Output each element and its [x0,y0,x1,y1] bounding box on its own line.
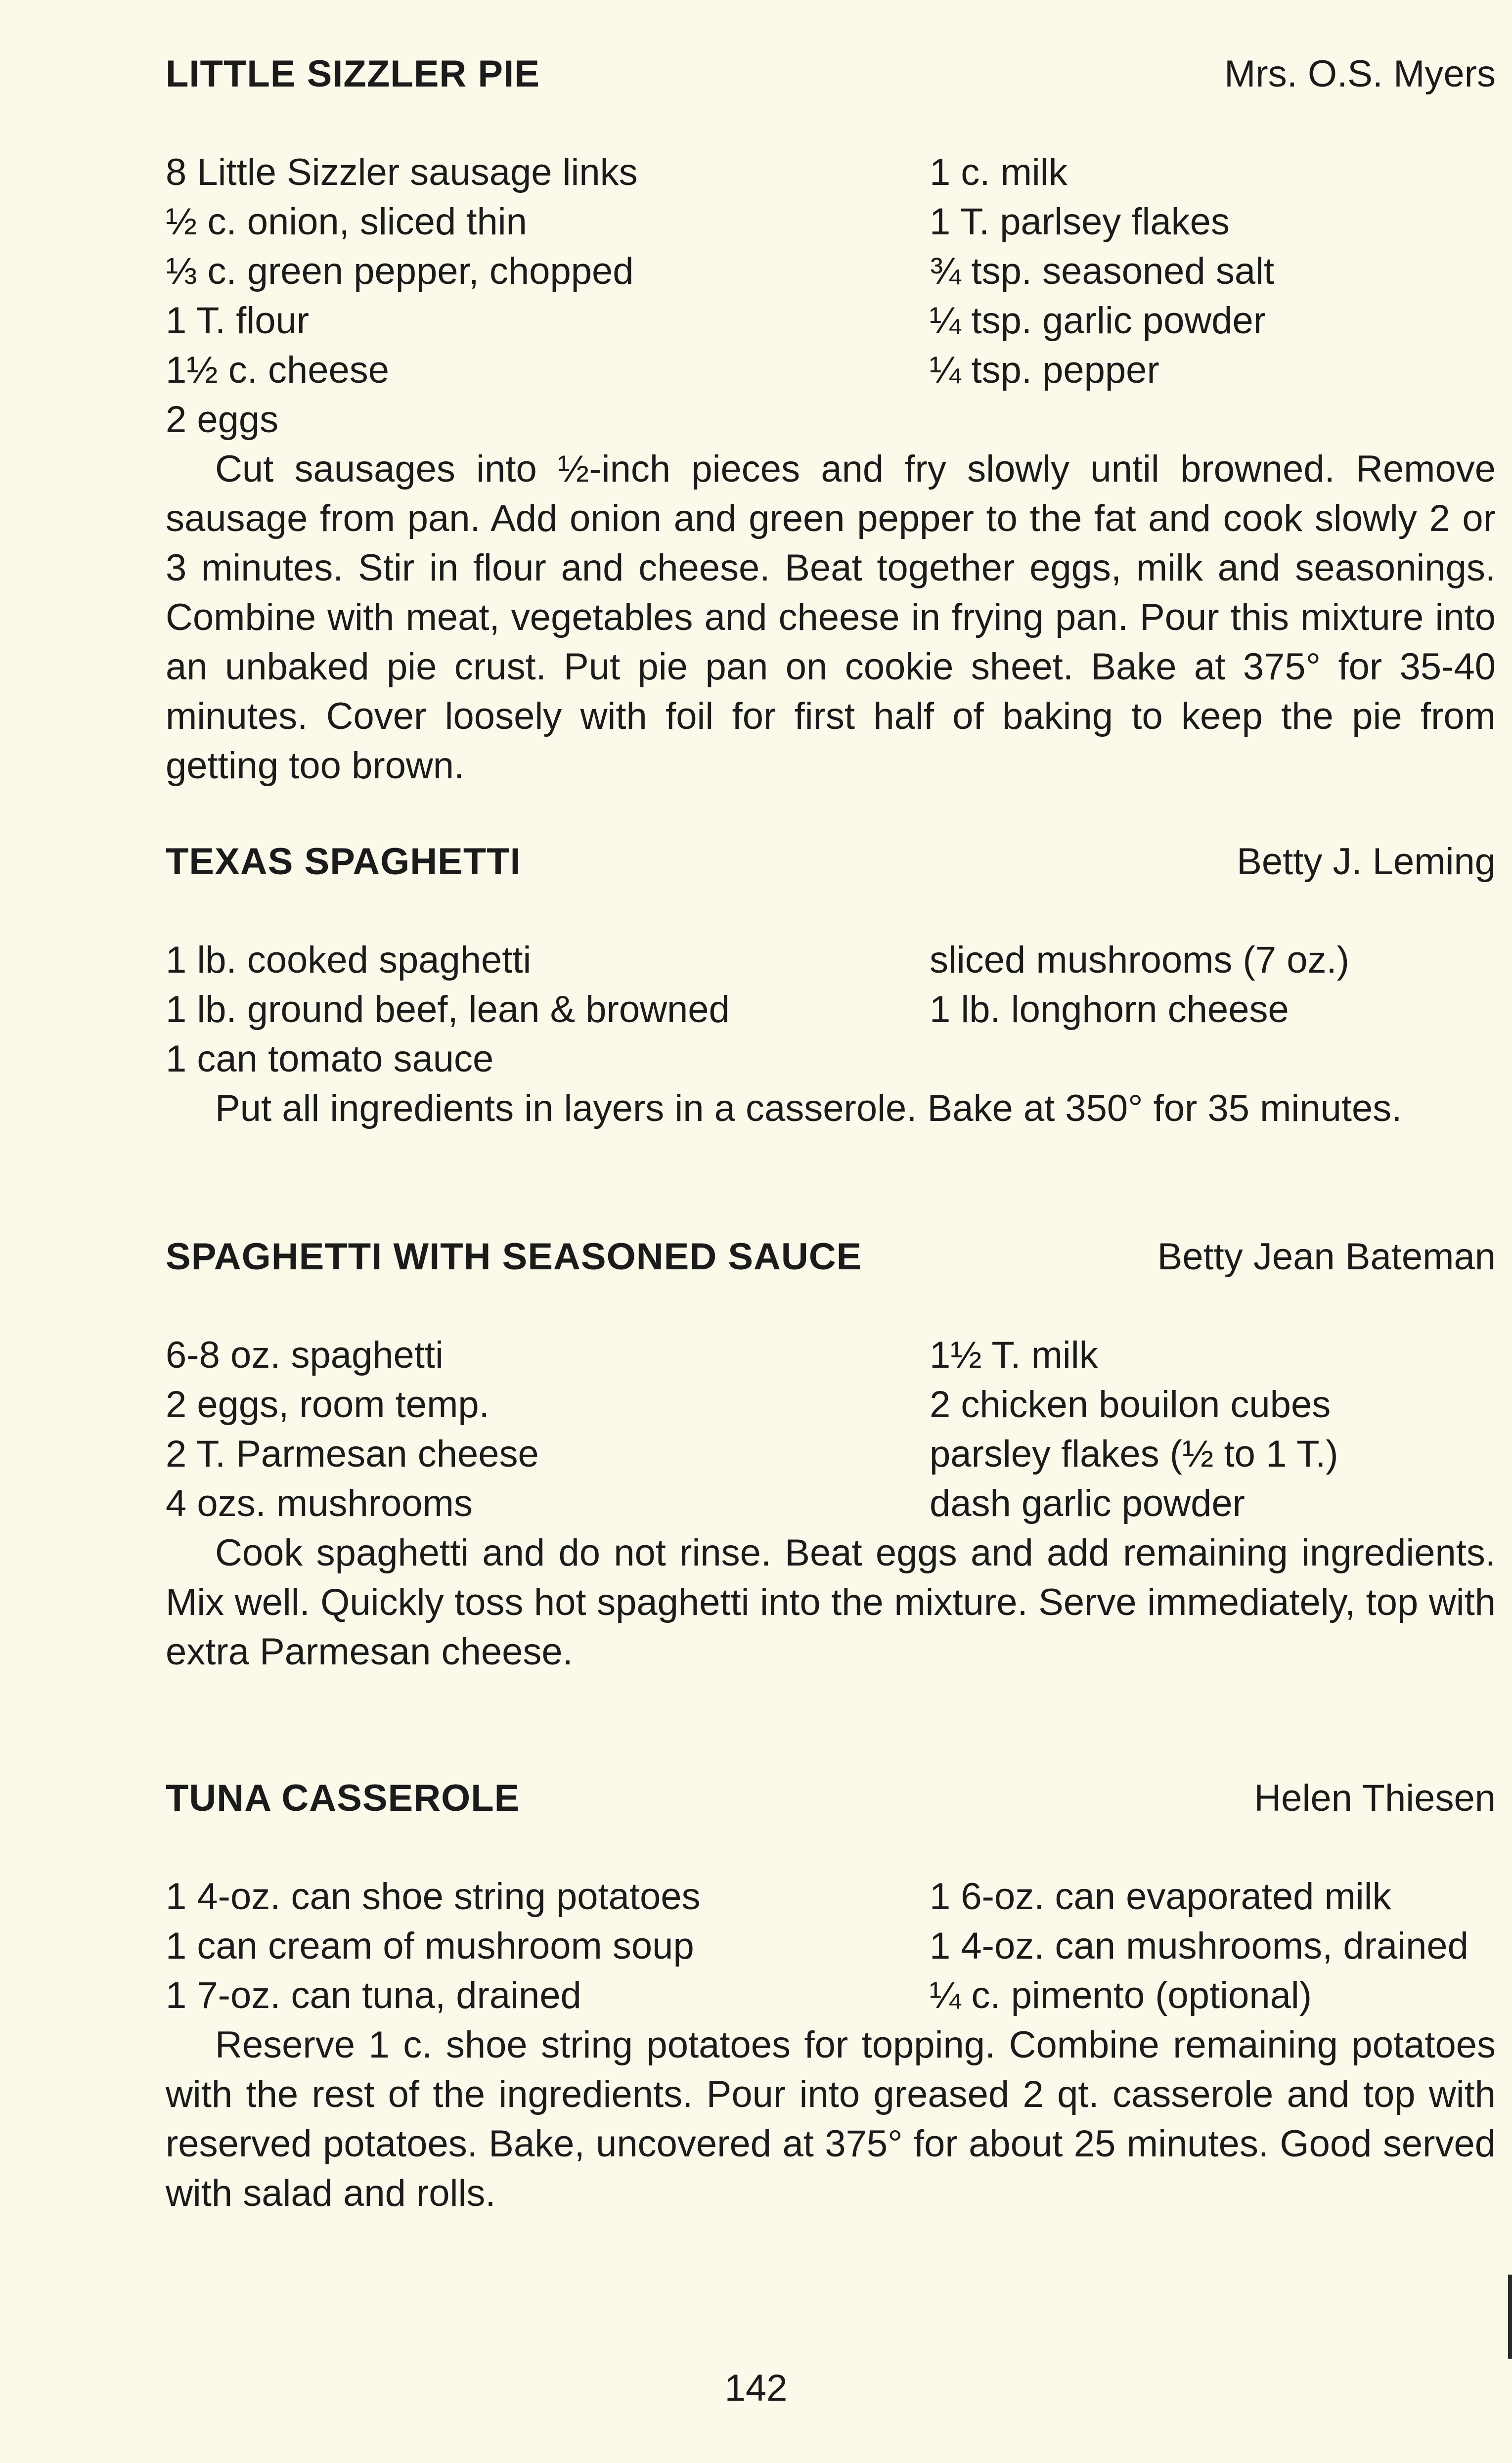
recipe-title: SPAGHETTI WITH SEASONED SAUCE [166,1236,862,1278]
ingredient-right: ¼ tsp. garlic powder [930,300,1266,342]
ingredient-row [166,1479,1496,1528]
recipe-title: TEXAS SPAGHETTI [166,841,521,883]
recipe-author: Mrs. O.S. Myers [1224,53,1496,95]
ingredient-left: 1 can cream of mushroom soup [166,1925,694,1967]
ingredient-right: 1 c. milk [930,151,1067,193]
ingredient-right: 1 6-oz. can evaporated milk [930,1876,1391,1918]
ingredient-left: ⅓ c. green pepper, chopped [166,250,634,292]
ingredient-left: 6-8 oz. spaghetti [166,1334,444,1376]
ingredient-row [166,197,1496,247]
ingredient-right: parsley flakes (½ to 1 T.) [930,1433,1338,1475]
ingredient-left: 4 ozs. mushrooms [166,1482,473,1524]
ingredient-row [166,346,1496,395]
ingredient-right: dash garlic powder [930,1482,1245,1524]
ingredient-right [930,1034,1496,1084]
ingredient-right: 1½ T. milk [930,1334,1098,1376]
ingredient-left: 2 eggs, room temp. [166,1384,489,1426]
ingredient-row [166,936,1496,985]
ingredient-list [166,148,1496,445]
ingredient-list [166,1872,1496,2020]
page-number: 142 [724,2367,788,2409]
recipe-header [166,1230,1496,1289]
ingredient-right: ¼ c. pimento (optional) [930,1974,1312,2016]
ingredient-row [166,1331,1496,1380]
ingredient-list [166,936,1496,1084]
recipe-little-sizzler-pie [166,47,1496,791]
ingredient-row [166,1034,1496,1084]
recipe-tuna-casserole [166,1771,1496,2218]
ingredient-left: ½ c. onion, sliced thin [166,201,527,243]
recipe-title: TUNA CASSEROLE [166,1777,520,1819]
ingredient-left: 1 lb. ground beef, lean & browned [166,988,730,1030]
recipe-header [166,835,1496,894]
ingredient-list [166,1331,1496,1528]
ingredient-right: 1 lb. longhorn cheese [930,988,1289,1030]
ingredient-left: 2 eggs [166,399,279,441]
ingredient-row [166,395,1496,445]
ingredient-left: 2 T. Parmesan cheese [166,1433,539,1475]
page-edge-mark [1508,2275,1512,2359]
ingredient-row [166,1380,1496,1430]
ingredient-left: 1 can tomato sauce [166,1038,494,1080]
ingredient-left: 1 T. flour [166,300,310,342]
recipe-title: LITTLE SIZZLER PIE [166,53,540,95]
ingredient-row [166,296,1496,346]
ingredient-row [166,1922,1496,1971]
ingredient-left: 1½ c. cheese [166,349,390,391]
ingredient-right: ¼ tsp. pepper [930,349,1159,391]
recipe-header [166,47,1496,106]
recipe-texas-spaghetti [166,835,1496,1133]
recipe-method: Cook spaghetti and do not rinse. Beat eggs and add remaining ingredients. Mix well. Quickly toss hot spaghetti into the mixture. Serve immediately, top with extra Parmesan cheese. [166,1532,1496,1673]
recipe-method: Reserve 1 c. shoe string potatoes for topping. Combine remaining potatoes with the rest of the ingredients. Pour into greased 2 qt. casserole and top with reserved potatoes. Bake, uncovered at 375° for about 25 minutes. Good served with salad and rolls. [166,2024,1496,2214]
recipe-spaghetti-seasoned-sauce [166,1230,1496,1677]
ingredient-left: 8 Little Sizzler sausage links [166,151,638,193]
ingredient-right: sliced mushrooms (7 oz.) [930,939,1349,981]
ingredient-left: 1 lb. cooked spaghetti [166,939,532,981]
recipe-method: Cut sausages into ½-inch pieces and fry slowly until browned. Remove sausage from pan. Add onion and green pepper to the fat and cook slowly 2 or 3 minutes. Stir in flour and cheese. Beat together eggs, milk and seasonings. Combine with meat, vegetables and cheese in frying pan. Pour this mixture into an unbaked pie crust. Put pie pan on cookie sheet. Bake at 375° for 35-40 minutes. Cover loosely with foil for first half of baking to keep the pie from getting too brown. [166,448,1496,787]
ingredient-row [166,985,1496,1034]
ingredient-row [166,1971,1496,2020]
ingredient-right: 2 chicken bouilon cubes [930,1384,1331,1426]
ingredient-row [166,148,1496,197]
ingredient-left: 1 7-oz. can tuna, drained [166,1974,581,2016]
recipe-method: Put all ingredients in layers in a casserole. Bake at 350° for 35 minutes. [215,1087,1402,1129]
ingredient-row [166,247,1496,296]
recipe-author: Betty Jean Bateman [1157,1236,1496,1278]
ingredient-left: 1 4-oz. can shoe string potatoes [166,1876,701,1918]
ingredient-right: ¾ tsp. seasoned salt [930,250,1275,292]
recipe-author: Helen Thiesen [1254,1777,1496,1819]
recipe-header [166,1771,1496,1831]
ingredient-right [930,395,1496,445]
ingredient-row [166,1872,1496,1922]
recipe-author: Betty J. Leming [1237,841,1496,883]
ingredient-row [166,1430,1496,1479]
ingredient-right: 1 4-oz. can mushrooms, drained [930,1925,1468,1967]
ingredient-right: 1 T. parlsey flakes [930,201,1230,243]
